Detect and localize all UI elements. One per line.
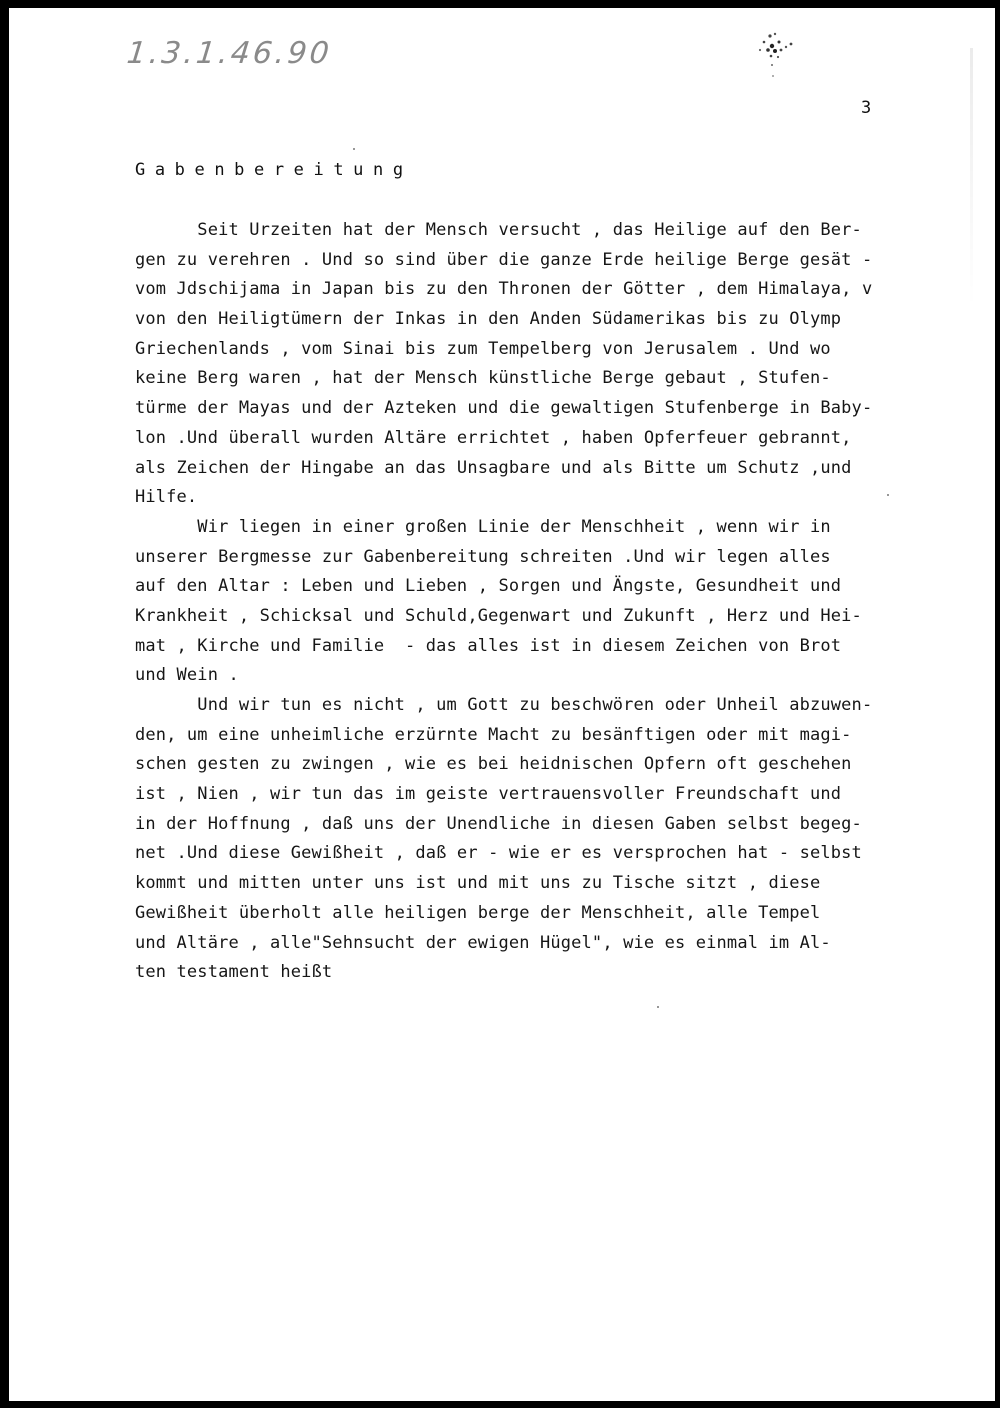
text-line: den, um eine unheimliche erzürnte Macht zu besänftigen oder mit magi-: [135, 724, 852, 745]
text-line: keine Berg waren , hat der Mensch künstliche Berge gebaut , Stufen-: [135, 368, 831, 389]
scan-speck: [657, 1006, 659, 1008]
text-line: auf den Altar : Leben und Lieben , Sorgen und Ängste, Gesundheit und: [135, 576, 842, 597]
archive-number: 1.3.1.46.90: [125, 36, 334, 71]
text-line: gen zu verehren . Und so sind über die ganze Erde heilige Berge gesät -: [135, 249, 873, 270]
text-line: ist , Nien , wir tun das im geiste vertrauensvoller Freundschaft und: [135, 784, 842, 805]
text-line: Und wir tun es nicht , um Gott zu beschwören oder Unheil abzuwen-: [135, 695, 873, 715]
document-body: [135, 216, 975, 988]
text-line: Hilfe.: [135, 487, 198, 508]
text-line: als Zeichen der Hingabe an das Unsagbare und als Bitte um Schutz ,und: [135, 457, 852, 478]
stamp-mark-icon: [744, 30, 800, 82]
text-line: Krankheit , Schicksal und Schuld,Gegenwart und Zukunft , Herz und Hei-: [135, 605, 862, 626]
text-line: kommt und mitten unter uns ist und mit uns zu Tische sitzt , diese: [135, 873, 821, 894]
text-line: Wir liegen in einer großen Linie der Menschheit , wenn wir in: [135, 516, 831, 537]
scan-speck: [353, 148, 355, 150]
text-line: und Wein .: [135, 665, 239, 686]
text-line: lon .Und überall wurden Altäre errichtet , haben Opferfeuer gebrannt,: [135, 427, 852, 448]
text-line: Seit Urzeiten hat der Mensch versucht , das Heilige auf den Ber-: [135, 220, 862, 240]
text-line: vom Jdschijama in Japan bis zu den Thronen der Götter , dem Himalaya, v: [135, 279, 873, 300]
document-title: Gabenbereitung: [135, 160, 413, 180]
text-line: net .Und diese Gewißheit , daß er - wie er es versprochen hat - selbst: [135, 843, 862, 864]
text-line: Griechenlands , vom Sinai bis zum Tempelberg von Jerusalem . Und wo: [135, 338, 831, 359]
text-line: und Altäre , alle"Sehnsucht der ewigen Hügel", wie es einmal im Al-: [135, 932, 831, 953]
text-line: ten testament heißt: [135, 962, 333, 983]
text-line: in der Hoffnung , daß uns der Unendliche in diesen Gaben selbst begeg-: [135, 813, 862, 834]
text-line: Gewißheit überholt alle heiligen berge der Menschheit, alle Tempel: [135, 902, 821, 923]
text-line: mat , Kirche und Familie - das alles ist in diesem Zeichen von Brot: [135, 635, 842, 656]
scan-speck: [887, 494, 889, 496]
text-line: schen gesten zu zwingen , wie es bei heidnischen Opfern oft geschehen: [135, 754, 852, 775]
text-line: unserer Bergmesse zur Gabenbereitung schreiten .Und wir legen alles: [135, 546, 831, 567]
page-number: 3: [861, 98, 872, 118]
text-line: türme der Mayas und der Azteken und die gewaltigen Stufenberge in Baby-: [135, 398, 873, 419]
text-line: von den Heiligtümern der Inkas in den Anden Südamerikas bis zu Olymp: [135, 309, 842, 330]
